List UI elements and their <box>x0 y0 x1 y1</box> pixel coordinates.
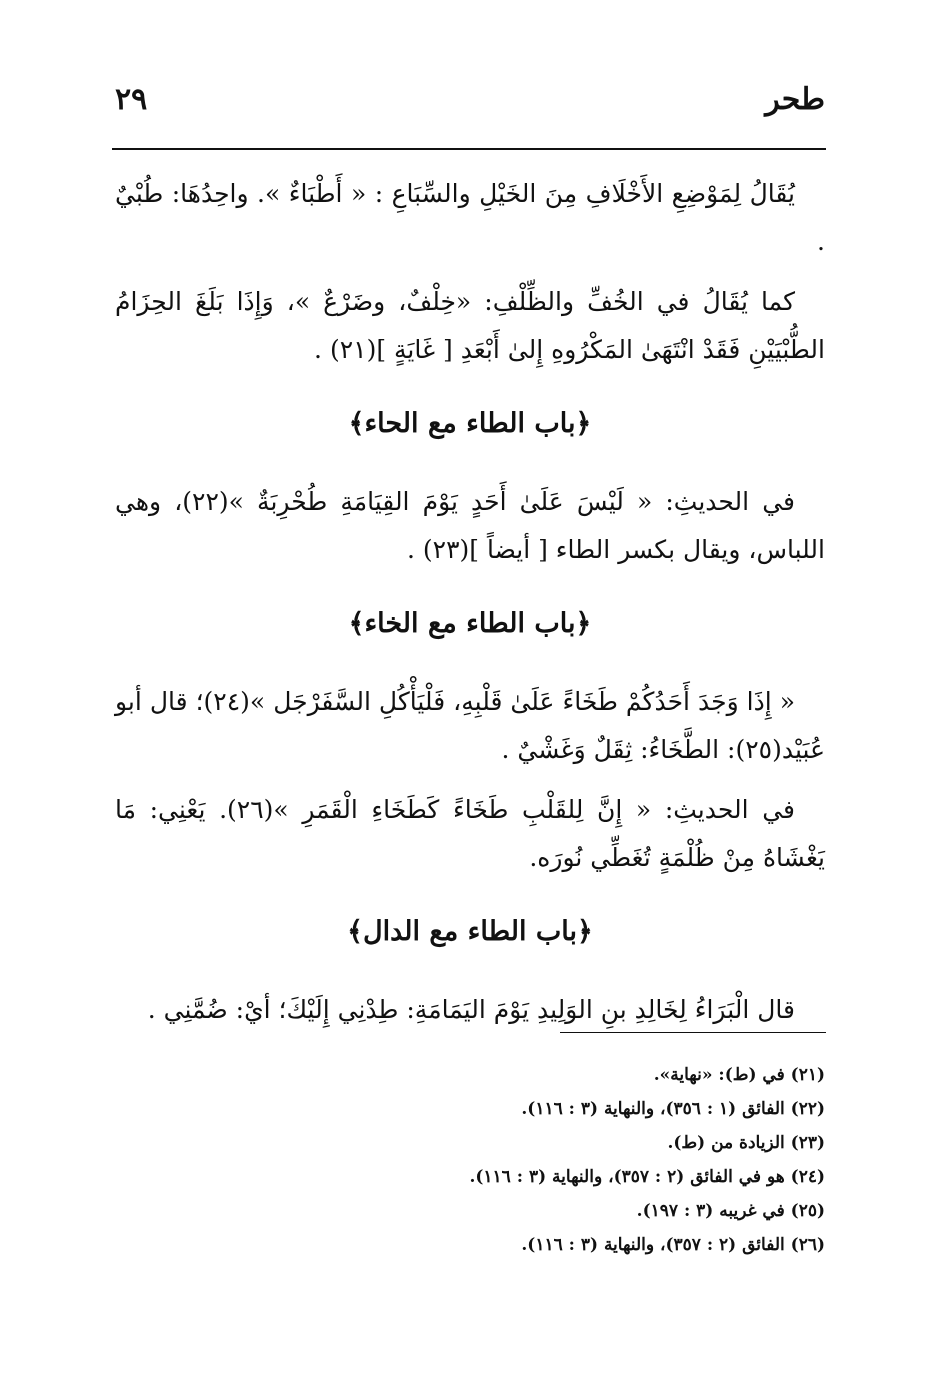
section-heading: ﴿باب الطاء مع الدال﴾ <box>347 916 593 947</box>
paragraph: في الحديثِ: « لَيْسَ عَلَىٰ أَحَدٍ يَوْمَ القِيَامَةِ طُحْرِبَةٌ »(٢٢)، وهي اللباس، ويقال بكسر الطاء [ أيضاً ](٢٣) . <box>115 487 825 564</box>
main-text <box>115 170 825 1046</box>
page-header <box>115 82 825 130</box>
paragraph: « إِذَا وَجَدَ أَحَدُكُمْ طَخَاءً عَلَىٰ قَلْبِهِ، فَلْيَأْكُلِ السَّفَرْجَل »(٢٤)؛ قال أبو عُبَيْد(٢٥): الطَّخَاءُ: ثِقَلٌ وَغَشْيٌ . <box>115 687 825 764</box>
section-heading: ﴿باب الطاء مع الحاء﴾ <box>348 408 592 439</box>
paragraph: كما يُقَالُ في الخُفِّ والظِّلْفِ: «خِلْفٌ، وضَرْعٌ »، وَإِذَا بَلَغَ الحِزَامُ الطُّبْيَيْنِ فَقَدْ انْتَهَىٰ المَكْرُوهِ إِلىٰ أَبْعَدِ [ غَايَةٍ ](٢١) . <box>115 287 825 364</box>
footnote: (٢٥) في غريبه (٣ : ١٩٧). <box>636 1201 825 1221</box>
paragraph: قال الْبَرَاءُ لِخَالِدِ بنِ الوَلِيدِ يَوْمَ اليَمَامَةِ: طِدْنِي إِلَيْكَ؛ أيْ: ضُمَّنِي . <box>147 995 795 1024</box>
paragraph: يُقَالُ لِمَوْضِعِ الأَخْلَافِ مِنَ الخَيْلِ والسِّبَاعِ : « أَطْبَاءٌ ». واحِدُهَا: طُبْيٌ . <box>115 179 825 256</box>
page-number: ٢٩ <box>115 82 148 117</box>
footnotes <box>300 1058 825 1262</box>
footnote: (٢١) في (ط): «نهاية». <box>653 1065 825 1085</box>
footnote-rule <box>560 1032 826 1033</box>
section-heading: ﴿باب الطاء مع الخاء﴾ <box>348 608 592 639</box>
paragraph: في الحديثِ: « إِنَّ لِلقَلْبِ طَخَاءً كَطَخَاءِ الْقَمَرِ »(٢٦). يَعْنِي: مَا يَغْشَاهُ مِنْ ظُلْمَةٍ تُغَطِّي نُورَه. <box>115 795 825 872</box>
footnote: (٢٤) هو في الفائق (٢ : ٣٥٧)، والنهاية (٣ : ١١٦). <box>469 1167 825 1187</box>
footnote: (٢٢) الفائق (١ : ٣٥٦)، والنهاية (٣ : ١١٦). <box>521 1099 825 1119</box>
running-head: طحر <box>765 82 825 117</box>
header-rule <box>112 148 826 150</box>
footnote: (٢٣) الزيادة من (ط). <box>667 1133 825 1153</box>
footnote: (٢٦) الفائق (٢ : ٣٥٧)، والنهاية (٣ : ١١٦). <box>521 1235 825 1255</box>
